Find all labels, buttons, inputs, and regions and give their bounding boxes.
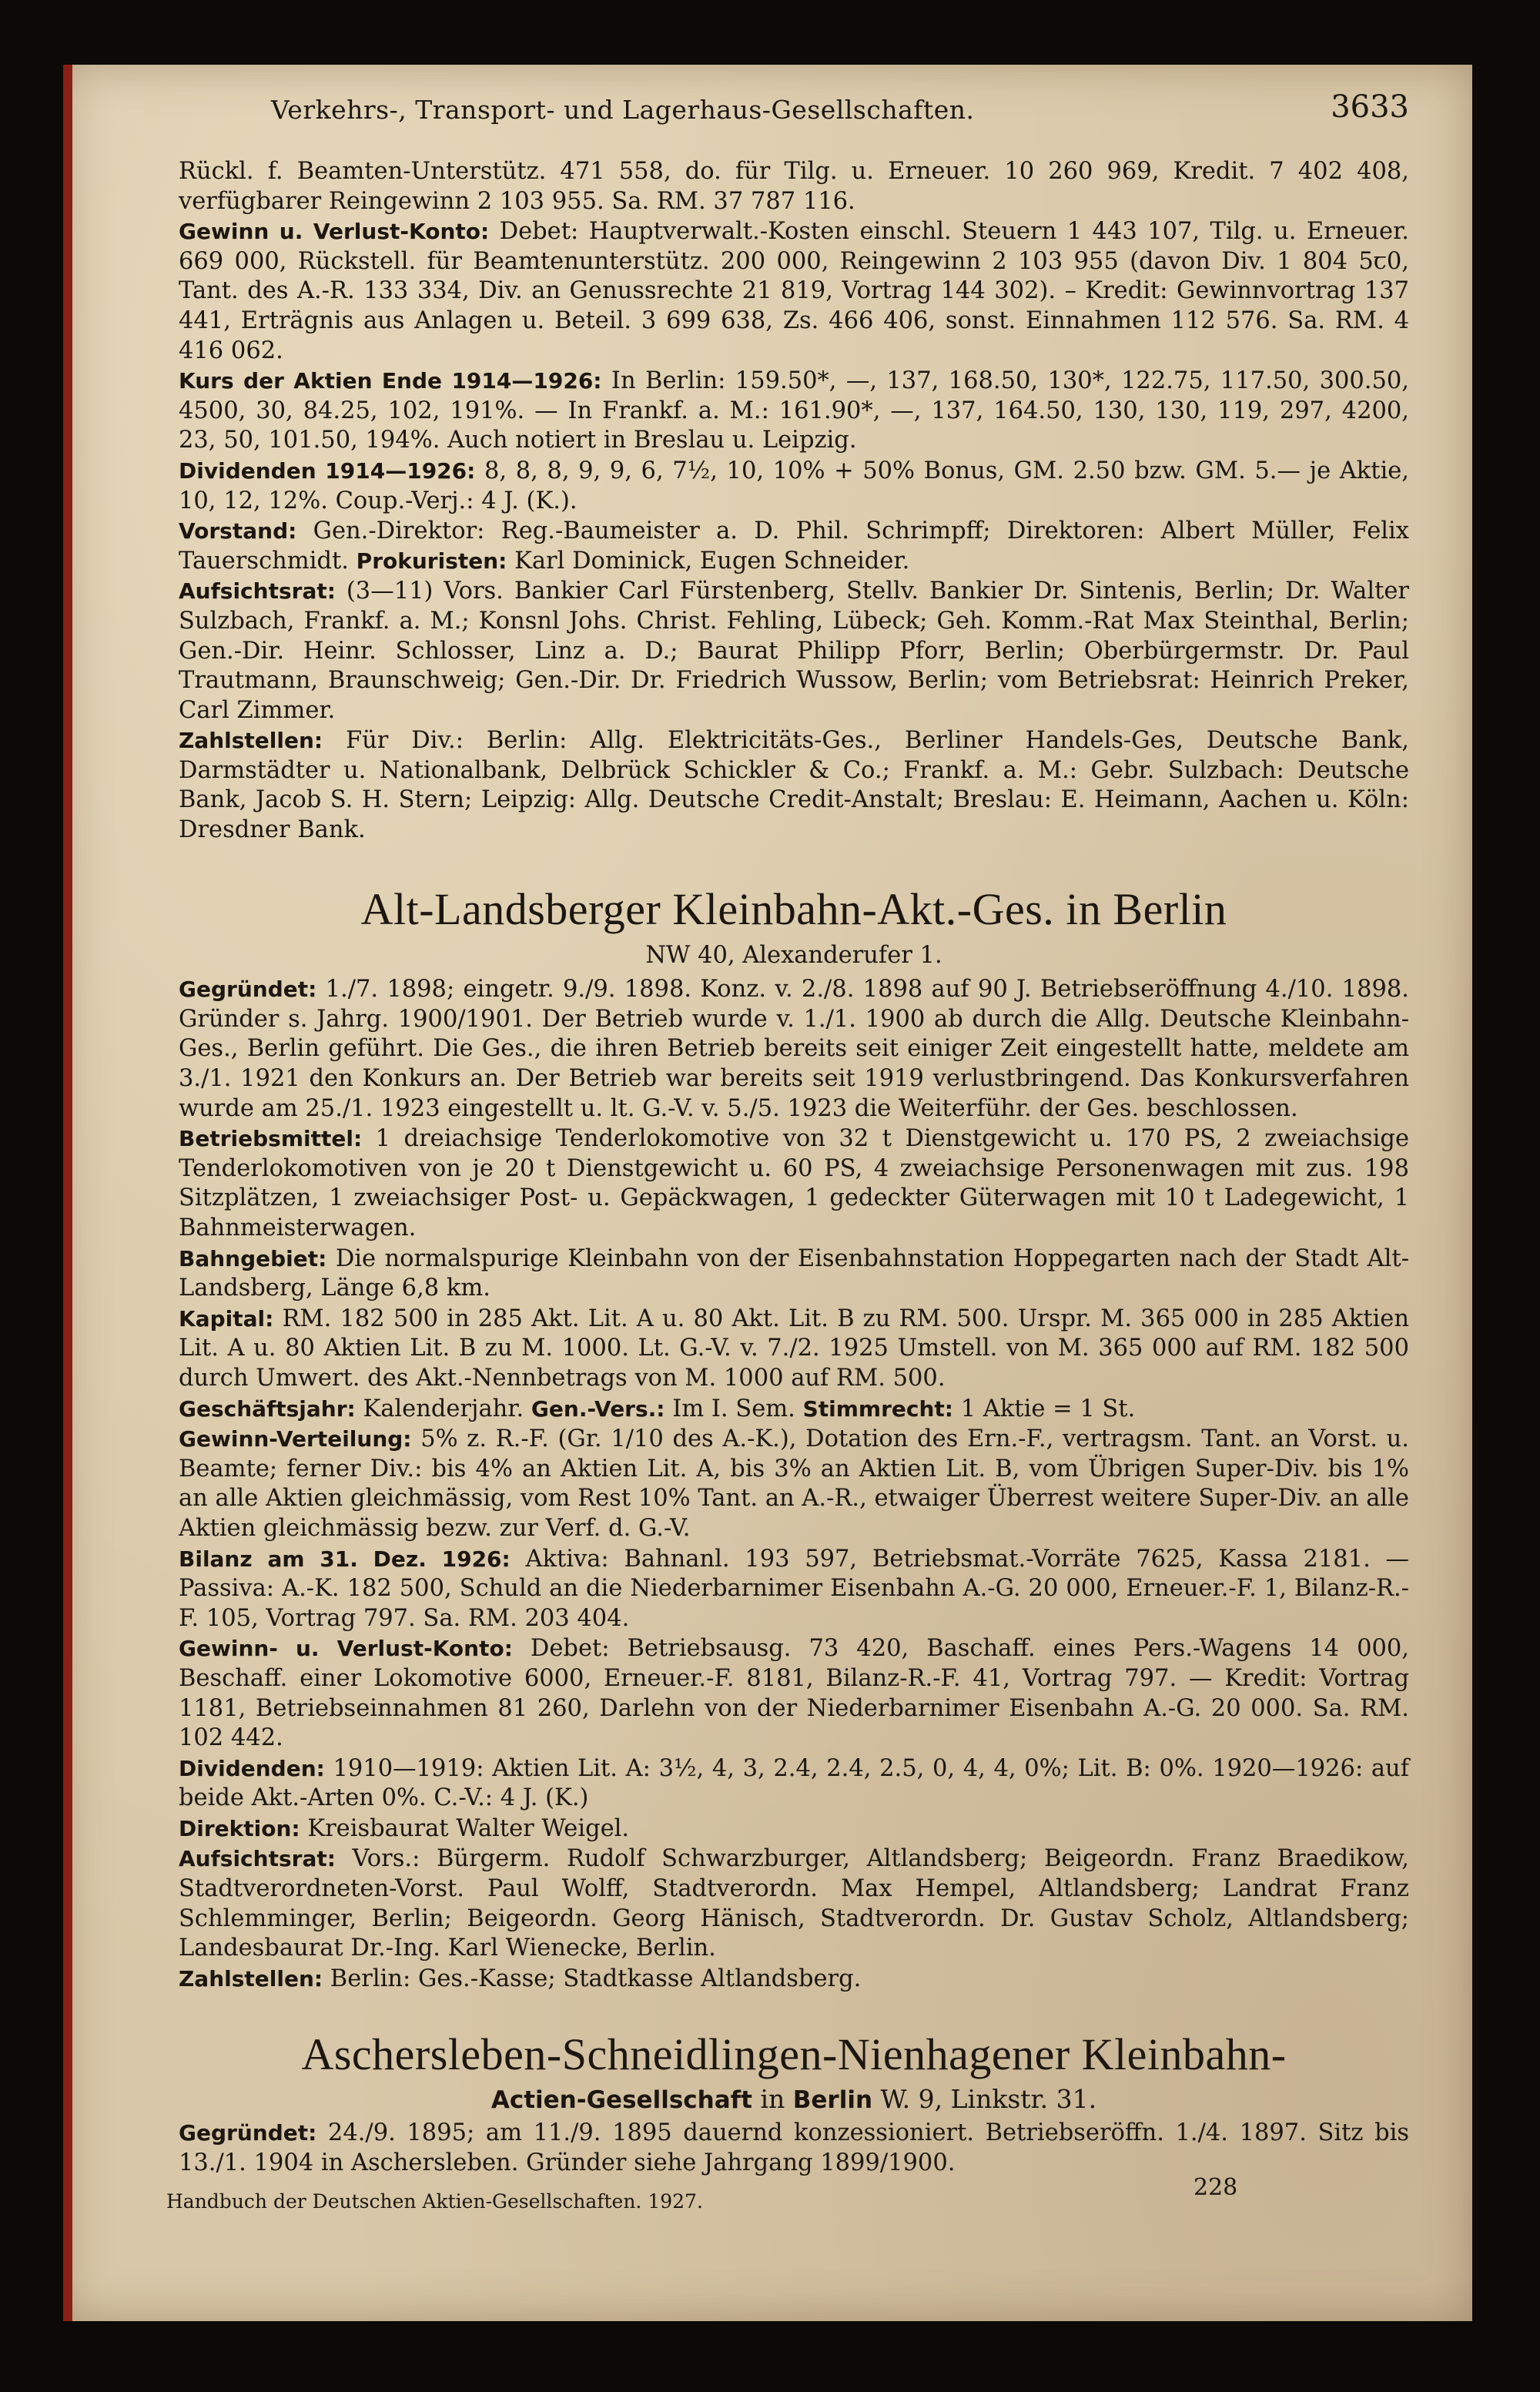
label-vorstand: Vorstand:: [179, 518, 297, 544]
paragraph-bahngebiet: Bahngebiet: Die normalspurige Kleinbahn von der Eisenbahnstation Hoppegarten nach der Stadt Alt-Landsberg, Länge 6,8 km.: [179, 1245, 1409, 1302]
page-content: [166, 89, 1410, 2218]
paragraph-gewinn-verlust-2: Gewinn- u. Verlust-Konto: Debet: Betriebsausg. 73 420, Baschaff. eines Pers.-Wagens 14 000, Beschaff. einer Lokomotive 6000, Erneuer.-F. 8181, Bilanz-R.-F. 41, Vortrag 797. — Kredit: Vortrag 1181, Betriebseinnahmen 81 260, Darlehn von der Niederbarnimer Eisenbahn A.-G. 20 000. Sa. RM. 102 442.: [179, 1635, 1409, 1752]
label-bilanz: Bilanz am 31. Dez. 1926:: [179, 1546, 511, 1572]
company-subline-city: Berlin: [792, 2086, 873, 2115]
paragraph-zahlstellen: Zahlstellen: Für Div.: Berlin: Allg. Elektricitäts-Ges., Berliner Handels-Ges, Deutsche Bank, Darmstädter u. Nationalbank, Delbrück Schickler & Co.; Frankf. a. M.: Gebr. Sulzbach: Deutsche Bank, Jacob S. H. Stern; Leipzig: Allg. Deutsche Credit-Anstalt; Breslau: E. Heimann, Aachen u. Köln: Dresdner Bank.: [179, 727, 1409, 844]
company-subline: Actien-Gesellschaft in Berlin W. 9, Linkstr. 31.: [490, 2084, 1097, 2115]
binding-edge: [63, 65, 72, 2321]
page-number: 3633: [1331, 89, 1409, 125]
paragraph-rueckl: Rückl. f. Beamten-Unterstütz. 471 558, do. für Tilg. u. Erneuer. 10 260 969, Kredit. 7 402 408, verfügbarer Reingewinn 2 103 955. Sa. RM. 37 787 116.: [179, 158, 1409, 215]
footer-signature: 228: [1194, 2174, 1238, 2202]
running-head-title: Verkehrs-, Transport- und Lagerhaus-Gesellschaften.: [271, 95, 975, 125]
paragraph-aufsichtsrat: Aufsichtsrat: (3—11) Vors. Bankier Carl Fürstenberg, Stellv. Bankier Dr. Sintenis, Berlin; Dr. Walter Sulzbach, Frankf. a. M.; Konsnl Johs. Christ. Fehling, Lübeck; Geh. Komm.-Rat Max Steinthal, Berlin; Gen.-Dir. Heinr. Schlosser, Linz a. D.; Baurat Philipp Pforr, Berlin; Oberbürgermstr. Dr. Paul Trautmann, Braunschweig; Gen.-Dir. Dr. Friedrich Wussow, Berlin; vom Betriebsrat: Heinrich Preker, Carl Zimmer.: [179, 578, 1409, 724]
page-footer: [166, 2174, 1409, 2218]
paragraph-dividenden-2: Dividenden: 1910—1919: Aktien Lit. A: 3½, 4, 3, 2.4, 2.4, 2.5, 0, 4, 4, 0%; Lit. B: 0%. 1920—1926: auf beide Akt.-Arten 0%. C.-V.: 4 J. (K.): [179, 1754, 1409, 1812]
label-dividenden: Dividenden 1914—1926:: [179, 457, 476, 484]
paragraph-betriebsmittel: Betriebsmittel: 1 dreiachsige Tenderlokomotive von 32 t Dienstgewicht u. 170 PS, 2 zweiachsige Tenderlokomotiven von je 20 t Dienstgewicht u. 60 PS, 4 zweiachsige Personenwagen mit zus. 198 Sitzplätzen, 1 zweiachsiger Post- u. Gepäckwagen, 1 gedeckter Güterwagen mit 10 t Ladegewicht, 1 Bahnmeisterwagen.: [179, 1125, 1409, 1241]
paragraph-gewinn-verlust: Gewinn u. Verlust-Konto: Debet: Hauptverwalt.-Kosten einschl. Steuern 1 443 107, Tilg. u. Erneuer. 669 000, Rückstell. für Beamtenunterstütz. 200 000, Reingewinn 2 103 955 (davon Div. 1 804 5ꞇ0, Tant. des A.-R. 133 334, Div. an Genussrechte 21 819, Vortrag 144 302). – Kredit: Gewinnvortrag 137 441, Erträgnis aus Anlagen u. Beteil. 3 699 638, Zs. 466 406, sonst. Einnahmen 112 576. Sa. RM. 4 416 062.: [179, 218, 1409, 364]
company-heading-alt-landsberger: Alt-Landsberger Kleinbahn-Akt.-Ges. in Berlin: [360, 883, 1227, 934]
company-subline-bold: Actien-Gesellschaft: [490, 2086, 752, 2115]
label-gegruendet: Gegründet:: [179, 977, 317, 1003]
label-kapital: Kapital:: [179, 1305, 274, 1332]
label-gegruendet-2: Gegründet:: [179, 2120, 317, 2146]
paragraph-gegruendet: Gegründet: 1./7. 1898; eingetr. 9./9. 1898. Konz. v. 2./8. 1898 auf 90 J. Betriebseröffnung 4./10. 1898. Gründer s. Jahrg. 1900/1901. Der Betrieb wurde v. 1./1. 1900 ab durch die Allg. Deutsche Kleinbahn-Ges., Berlin geführt. Die Ges., die ihren Betrieb bereits seit einiger Zeit eingestellt hatte, meldete am 3./1. 1921 den Konkurs an. Der Betrieb war bereits seit 1919 verlustbringend. Das Konkursverfahren wurde am 25./1. 1923 eingestellt u. lt. G.-V. v. 5./5. 1923 die Weiterführ. der Ges. beschlossen.: [179, 976, 1409, 1122]
paragraph-gegruendet-2: Gegründet: 24./9. 1895; am 11./9. 1895 dauernd konzessioniert. Betriebseröffn. 1./4. 1897. Sitz bis 13./1. 1904 in Aschersleben. Gründer siehe Jahrgang 1899/1900.: [179, 2119, 1409, 2176]
label-prokuristen: Prokuristen:: [356, 548, 507, 574]
paragraph-bilanz: Bilanz am 31. Dez. 1926: Aktiva: Bahnanl. 193 597, Betriebsmat.-Vorräte 7625, Kassa 2181. — Passiva: A.-K. 182 500, Schuld an die Niederbarnimer Eisenbahn A.-G. 20 000, Erneuer.-F. 1, Bilanz-R.-F. 105, Vortrag 797. Sa. RM. 203 404.: [179, 1545, 1409, 1632]
label-zahlstellen-2: Zahlstellen:: [179, 1965, 323, 1992]
label-gen-vers: Gen.-Vers.:: [531, 1395, 665, 1422]
label-geschaeftsjahr: Geschäftsjahr:: [179, 1395, 356, 1422]
paragraph-vorstand: Vorstand: Gen.-Direktor: Reg.-Baumeister a. D. Phil. Schrimpff; Direktoren: Albert Müller, Felix Tauerschmidt. Prokuristen: Karl Dominick, Eugen Schneider.: [179, 518, 1409, 575]
footer-publication: Handbuch der Deutschen Aktien-Gesellschaften. 1927.: [166, 2190, 703, 2213]
paragraph-zahlstellen-2: Zahlstellen: Berlin: Ges.-Kasse; Stadtkasse Altlandsberg.: [179, 1965, 862, 1992]
label-gewinn-verlust-2: Gewinn- u. Verlust-Konto:: [179, 1636, 513, 1662]
label-gewinn-verteilung: Gewinn-Verteilung:: [179, 1426, 412, 1452]
label-aufsichtsrat-2: Aufsichtsrat:: [179, 1846, 336, 1872]
paragraph-aufsichtsrat-2: Aufsichtsrat: Vors.: Bürgerm. Rudolf Schwarzburger, Altlandsberg; Beigeordn. Franz Braedikow, Stadtverordneten-Vorst. Paul Wolff, Stadtverordn. Max Hempel, Altlandsberg; Landrat Franz Schlemminger, Berlin; Beigeordn. Georg Hänisch, Stadtverordn. Dr. Gustav Scholz, Altlandsberg; Landesbaurat Dr.-Ing. Karl Wienecke, Berlin.: [179, 1845, 1409, 1962]
paragraph-geschaeftsjahr: Geschäftsjahr: Kalenderjahr. Gen.-Vers.: Im I. Sem. Stimmrecht: 1 Aktie = 1 St.: [179, 1395, 1136, 1422]
label-direktion: Direktion:: [179, 1815, 300, 1841]
paragraph-gewinn-verteilung: Gewinn-Verteilung: 5% z. R.-F. (Gr. 1/10 des A.-K.), Dotation des Ern.-F., vertragsm. Tant. an Vorst. u. Beamte; ferner Div.: bis 4% an Aktien Lit. A, bis 3% an Aktien Lit. B, vom Übrigen Super-Div. bis 1% an alle Aktien gleichmässig, vom Rest 10% Tant. an A.-R., etwaiger Überrest weitere Super-Div. an alle Aktien gleichmässig bezw. zur Verf. d. G.-V.: [179, 1425, 1409, 1542]
running-head: [179, 89, 1409, 137]
paragraph-direktion: Direktion: Kreisbaurat Walter Weigel.: [179, 1814, 630, 1842]
paragraph-kurs: Kurs der Aktien Ende 1914—1926: In Berlin: 159.50*, —, 137, 168.50, 130*, 122.75, 117.50, 300.50, 4500, 30, 84.25, 102, 191%. — In Frankf. a. M.: 161.90*, —, 137, 164.50, 130, 130, 119, 297, 4200, 23, 50, 101.50, 194%. Auch notiert in Breslau u. Leipzig.: [179, 367, 1409, 454]
paragraph-dividenden: Dividenden 1914—1926: 8, 8, 8, 9, 9, 6, 7½, 10, 10% + 50% Bonus, GM. 2.50 bzw. GM. 5.— je Aktie, 10, 12, 12%. Coup.-Verj.: 4 J. (K.).: [179, 457, 1409, 514]
label-zahlstellen: Zahlstellen:: [179, 728, 323, 754]
paragraph-kapital: Kapital: RM. 182 500 in 285 Akt. Lit. A u. 80 Akt. Lit. B zu RM. 500. Urspr. M. 365 000 in 285 Aktien Lit. A u. 80 Aktien Lit. B zu M. 1000. Lt. G.-V. v. 7./2. 1925 Umstell. von M. 365 000 auf RM. 182 500 durch Umwert. des Akt.-Nennbetrags von M. 1000 auf RM. 500.: [179, 1305, 1410, 1392]
book-page: [63, 65, 1472, 2321]
label-bahngebiet: Bahngebiet:: [179, 1245, 327, 1271]
label-betriebsmittel: Betriebsmittel:: [179, 1126, 363, 1152]
label-aufsichtsrat: Aufsichtsrat:: [179, 578, 336, 605]
company-address: NW 40, Alexanderufer 1.: [645, 941, 942, 969]
label-kurs: Kurs der Aktien Ende 1914—1926:: [179, 368, 602, 394]
label-gewinn-verlust: Gewinn u. Verlust-Konto:: [179, 219, 490, 245]
company-heading-aschersleben: Aschersleben-Schneidlingen-Nienhagener Kleinbahn-: [301, 2029, 1287, 2080]
label-stimmrecht: Stimmrecht:: [802, 1395, 953, 1422]
label-dividenden-2: Dividenden:: [179, 1755, 325, 1781]
